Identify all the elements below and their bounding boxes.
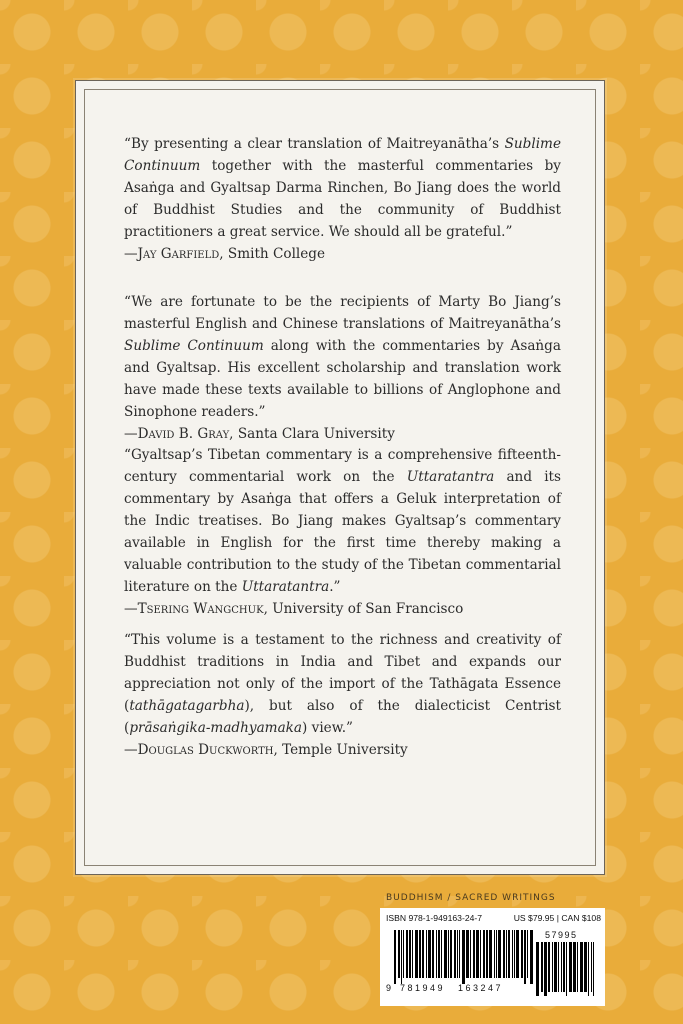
blurb-quote: [124, 444, 561, 598]
quote-text: “By presenting a clear translation of Maitreyanātha’s: [124, 136, 505, 152]
blurb-2: [124, 291, 561, 445]
barcode-bar: [448, 930, 449, 978]
barcode-bar: [566, 942, 567, 996]
barcode-bar: [558, 942, 559, 992]
quote-text: .”: [329, 579, 341, 595]
back-cover-panel: [75, 80, 605, 875]
barcode-bar: [432, 930, 434, 978]
isbn-text: ISBN 978-1-949163-24-7: [386, 913, 483, 923]
category-label: BUDDHISM / SACRED WRITINGS: [386, 893, 556, 903]
barcode-right-digits: 163247: [458, 983, 504, 993]
barcode-lead-digit: 9: [386, 983, 392, 993]
barcode-bar: [428, 930, 431, 978]
barcode-bar: [548, 942, 550, 992]
attribution-dash: —: [124, 426, 138, 442]
barcode-bar: [584, 942, 587, 992]
barcode-bar: [489, 930, 492, 978]
blurb-quote: [124, 629, 561, 739]
italic-title: tathāgatagarbha: [129, 698, 245, 714]
barcode-bar: [398, 930, 400, 978]
barcode-bar: [496, 930, 497, 978]
barcode-bar: [506, 930, 507, 978]
italic-title: Uttaratantra: [241, 579, 330, 595]
barcode-bar: [563, 942, 565, 992]
barcode-bar: [441, 930, 442, 978]
quote-text: “This volume is a testament to the richness and creativity of Buddhist traditions in India and Tibet and expands our appreciation not only of the import of the Tathāgata Essence (: [124, 632, 561, 714]
blurb-3: [124, 444, 561, 620]
italic-title: Sublime Continuum: [124, 136, 561, 174]
blurb-attribution: [124, 423, 561, 445]
blurb-attribution: [124, 739, 561, 761]
barcode-bar: [486, 930, 488, 978]
quote-text: “We are fortunate to be the recipients of Marty Bo Jiang’s masterful English and Chinese translations of Maitreyanātha’s: [124, 294, 561, 332]
barcode-bar: [401, 930, 402, 984]
barcode-bar: [530, 930, 533, 984]
barcode-bar: [476, 930, 479, 978]
endorser-name: Jay Garfield: [137, 246, 220, 262]
barcode-bar: [409, 930, 411, 978]
endorser-affiliation: , Santa Clara University: [229, 426, 395, 442]
quote-text: ), but also of the dialecticist Centrist (: [124, 698, 561, 736]
barcode-bar: [403, 930, 404, 978]
barcode-bar: [422, 930, 424, 978]
barcode-bar: [406, 930, 408, 978]
barcode-bar: [536, 942, 539, 996]
addon-barcode: [536, 942, 595, 992]
addon-digits: 57995: [545, 930, 578, 940]
barcode-bar: [415, 930, 418, 978]
endorser-name: David B. Gray: [137, 426, 230, 442]
italic-title: Uttaratantra: [406, 469, 495, 485]
barcode-bar: [516, 930, 519, 978]
barcode-bar: [444, 930, 447, 978]
quote-text: together with the masterful commentaries by Asaṅga and Gyaltsap Darma Rinchen, Bo Jiang does the world of Buddhist Studies and the community of Buddhist practitioners a great service. We should all be grateful.”: [124, 158, 561, 240]
barcode-bar: [554, 942, 557, 992]
isbn-barcode: [394, 930, 534, 978]
barcode-bar: [577, 942, 578, 992]
barcode-bar: [521, 930, 523, 978]
barcode-bar: [561, 942, 562, 992]
isbn-price-line: [386, 913, 601, 923]
barcode-bar: [470, 930, 471, 978]
attribution-dash: —: [124, 246, 138, 262]
endorser-name: Tsering Wangchuk: [137, 601, 264, 617]
barcode-bar: [503, 930, 505, 978]
barcode-bar: [569, 942, 572, 992]
barcode-bar: [462, 930, 465, 984]
barcode-bar: [473, 930, 475, 978]
quote-text: ) view.”: [302, 720, 354, 736]
endorser-affiliation: , Smith College: [219, 246, 326, 262]
blurb-attribution: [124, 598, 561, 620]
barcode-bar: [483, 930, 485, 978]
attribution-dash: —: [124, 742, 138, 758]
barcode-bar: [394, 930, 396, 984]
barcode-bar: [514, 930, 515, 978]
barcode-bar: [573, 942, 576, 992]
barcode-bar: [512, 930, 513, 978]
barcode-bar: [454, 930, 456, 978]
endorser-affiliation: , Temple University: [273, 742, 408, 758]
blurb-1: [124, 133, 561, 265]
barcode-block: [380, 908, 605, 1006]
barcode-bar: [508, 930, 510, 978]
barcode-bar: [527, 930, 528, 978]
blurb-quote: [124, 133, 561, 243]
quote-text: along with the commentaries by Asaṅga and Gyaltsap. His excellent scholarship and translation work have made these texts available to billions of Anglophone and Sinophone readers.”: [124, 338, 561, 420]
barcode-bar: [459, 930, 460, 978]
blurb-attribution: [124, 243, 561, 265]
price-text: US $79.95 | CAN $108: [513, 913, 601, 923]
barcode-bar: [498, 930, 501, 978]
endorser-affiliation: , University of San Francisco: [263, 601, 464, 617]
barcode-bar: [450, 930, 452, 978]
barcode-bar: [580, 942, 583, 992]
barcode-bar: [457, 930, 458, 978]
barcode-bar: [466, 930, 469, 978]
barcode-bar: [480, 930, 481, 978]
barcode-left-digits: 781949: [400, 983, 446, 993]
blurb-4: [124, 629, 561, 761]
barcode-bar: [588, 942, 589, 996]
barcode-bar: [544, 942, 547, 996]
italic-title: prāsaṅgika-madhyamaka: [129, 720, 303, 736]
barcode-bar: [494, 930, 495, 978]
blurb-quote: [124, 291, 561, 423]
endorser-name: Douglas Duckworth: [137, 742, 274, 758]
quote-text: “Gyaltsap’s Tibetan commentary is a comprehensive fifteenth-century commentarial work on the: [124, 447, 561, 485]
barcode-bar: [426, 930, 427, 978]
barcode-bar: [591, 942, 592, 992]
barcode-bar: [552, 942, 553, 992]
barcode-bar: [438, 930, 440, 978]
quote-text: and its commentary by Asaṅga that offers a Geluk interpretation of the Indic treatises. Bo Jiang makes Gyaltsap’s commentary available in English for the first time thereby making a valuable contribution to the study of the Tibetan commentarial literature on the: [124, 469, 561, 595]
barcode-bar: [541, 942, 543, 992]
barcode-bar: [436, 930, 437, 978]
barcode-bar: [593, 942, 594, 996]
barcode-bar: [412, 930, 413, 978]
attribution-dash: —: [124, 601, 138, 617]
barcode-bar: [524, 930, 526, 984]
italic-title: Sublime Continuum: [124, 338, 264, 354]
barcode-bar: [419, 930, 421, 978]
